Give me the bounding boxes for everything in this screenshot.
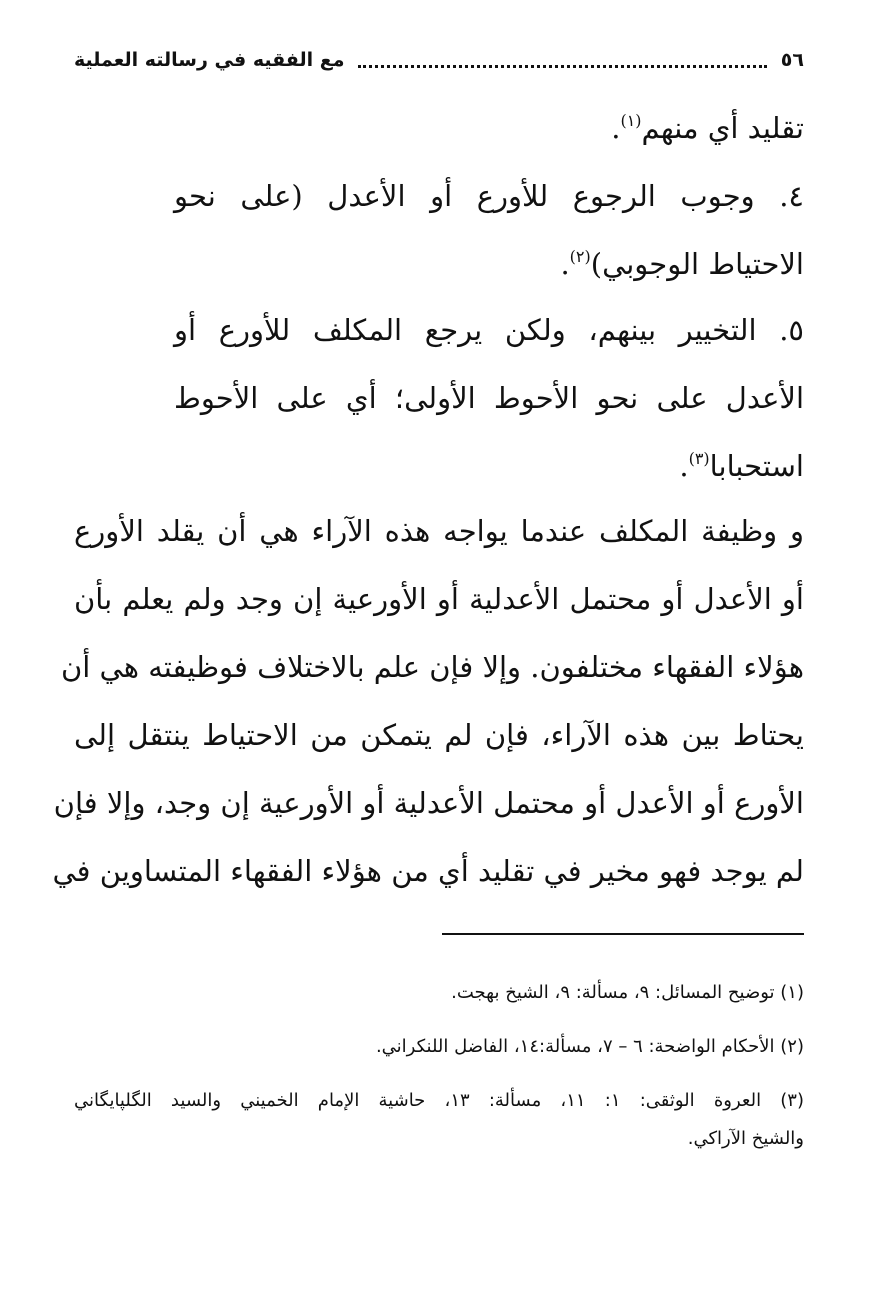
footnote-separator	[442, 933, 804, 935]
text-line: تقليد أي منهم$^{(١)}$.	[611, 111, 804, 145]
page-number: ٥٦	[780, 49, 804, 71]
text-line: الأورع أو الأعدل أو محتمل الأعدلية أو الأورعية إن وجد، وإلا فإن	[53, 786, 804, 820]
footnote-ref: (١)	[620, 111, 642, 130]
text-line: و وظيفة المكلف عندما يواجه هذه الآراء هي أن يقلد الأورع	[74, 514, 804, 548]
text-line: ٤. وجوب الرجوع للأورع أو الأعدل (على نحو	[174, 179, 804, 213]
footnote-ref: (٣)	[688, 449, 710, 468]
text-line: هؤلاء الفقهاء مختلفون. وإلا فإن علم بالاختلاف فوظيفته هي أن	[60, 650, 804, 684]
footnote-2: (٢) الأحكام الواضحة: ٦ – ٧، مسألة:١٤، الفاضل اللنكراني.	[375, 1036, 804, 1057]
footnotes	[74, 975, 804, 1175]
footnote-1: (١) توضيح المسائل: ٩، مسألة: ٩، الشيخ بهجت.	[451, 982, 804, 1003]
body-paragraph	[52, 497, 804, 905]
text-line: يحتاط بين هذه الآراء، فإن لم يتمكن من الاحتياط ينتقل إلى	[74, 718, 804, 752]
footnote-ref: (٢)	[569, 247, 591, 266]
text-line: أو الأعدل أو محتمل الأعدلية أو الأورعية إن وجد ولم يعلم بأن	[74, 582, 804, 616]
text-line: لم يوجد فهو مخير في تقليد أي من هؤلاء الفقهاء المتساوين في	[52, 854, 804, 888]
text-line: استحبابا$^{(٣)}$.	[679, 449, 804, 483]
list-item-5	[174, 296, 804, 500]
text-line: الأعدل على نحو الأحوط الأولى؛ أي على الأحوط	[174, 381, 804, 415]
leader-dots	[358, 65, 766, 68]
footnote-3: (٣) العروة الوثقى: ١: ١١، مسألة: ١٣، حاشية الإمام الخميني والسيد الگلپايگاني والشيخ الآراكي.	[74, 1090, 804, 1149]
text-line: ٥. التخيير بينهم، ولكن يرجع المكلف للأورع أو	[174, 313, 804, 347]
text-line: الاحتياط الوجوبي)$^{(٢)}$.	[560, 247, 804, 281]
list-item-continuation	[174, 94, 804, 162]
running-header	[74, 40, 804, 80]
running-title: مع الفقيه في رسالته العملية	[74, 49, 345, 71]
list-item-4	[174, 162, 804, 298]
